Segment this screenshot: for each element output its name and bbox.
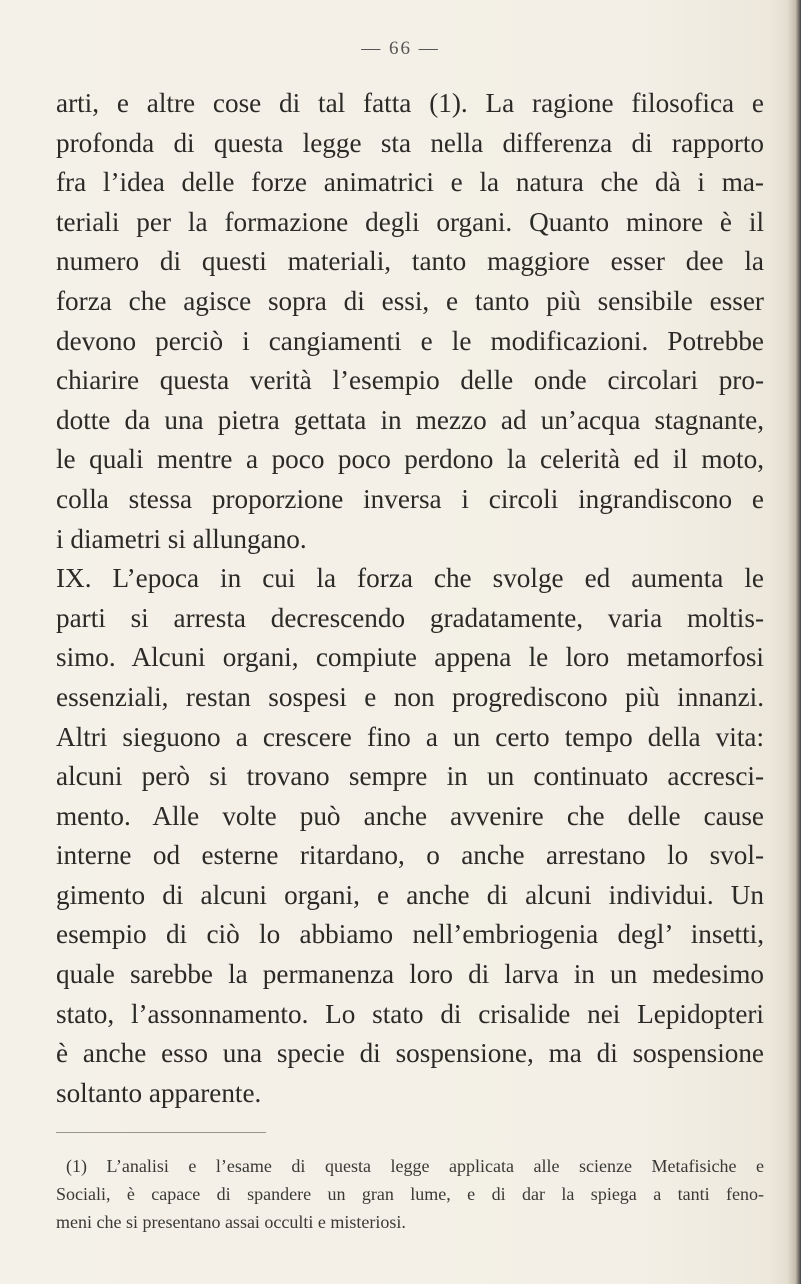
text-line: i diametri si allungano. [56, 523, 307, 554]
text-line: essenziali, restan sospesi e non progrediscono più innanzi. [56, 681, 764, 712]
text-line: chiarire questa verità l’esempio delle onde circolari pro- [56, 365, 764, 396]
text-line: gimento di alcuni organi, e anche di alcuni individui. Un [56, 879, 764, 910]
footnote-line: meni che si presentano assai occulti e misteriosi. [56, 1212, 406, 1232]
text-line: devono perciò i cangiamenti e le modificazioni. Potrebbe [56, 325, 764, 356]
footnote-line: Sociali, è capace di spandere un gran lume, e di dar la spiega a tanti feno- [56, 1184, 764, 1204]
text-line: è anche esso una specie di sospensione, ma di sospensione [56, 1038, 764, 1069]
text-line: dotte da una pietra gettata in mezzo ad un’acqua stagnante, [56, 404, 764, 435]
text-line: simo. Alcuni organi, compiute appena le loro metamorfosi [56, 642, 764, 673]
text-line: esempio di ciò lo abbiamo nell’embriogenia degl’ insetti, [56, 919, 764, 950]
text-line: stato, l’assonnamento. Lo stato di crisalide nei Lepidopteri [56, 998, 764, 1029]
text-line: profonda di questa legge sta nella differenza di rapporto [56, 127, 764, 158]
text-line: Altri sieguono a crescere fino a un certo tempo della vita: [56, 721, 764, 752]
text-line: parti si arresta decrescendo gradatamente, varia moltis- [56, 602, 764, 633]
text-line: le quali mentre a poco poco perdono la celerità ed il moto, [56, 444, 764, 475]
text-line: interne od esterne ritardano, o anche arrestano lo svol- [56, 840, 764, 871]
text-line: forza che agisce sopra di essi, e tanto più sensibile esser [56, 285, 764, 316]
footnote-line: (1) L’analisi e l’esame di questa legge applicata alle scienze Metafisiche e [66, 1156, 764, 1176]
text-line: arti, e altre cose di tal fatta (1). La ragione filosofica e [56, 88, 764, 118]
footnote [56, 1152, 764, 1236]
main-text [56, 84, 764, 1113]
text-line: colla stessa proporzione inversa i circoli ingrandiscono e [56, 483, 764, 514]
text-line: mento. Alle volte può anche avvenire che delle cause [56, 800, 764, 831]
section-start-line: IX. L’epoca in cui la forza che svolge ed aumenta le [56, 563, 764, 594]
text-line: numero di questi materiali, tanto maggiore esser dee la [56, 246, 764, 277]
text-line: alcuni però si trovano sempre in un continuato accresci- [56, 761, 764, 792]
text-line: quale sarebbe la permanenza loro di larva in un medesimo [56, 959, 764, 990]
text-line: fra l’idea delle forze animatrici e la natura che dà i ma- [56, 167, 764, 198]
footnote-divider [56, 1132, 266, 1133]
text-line: soltanto apparente. [56, 1077, 262, 1108]
page-number: — 66 — [361, 38, 440, 59]
page-edge-shadow [787, 0, 801, 1284]
text-line: teriali per la formazione degli organi. Quanto minore è il [56, 206, 764, 237]
